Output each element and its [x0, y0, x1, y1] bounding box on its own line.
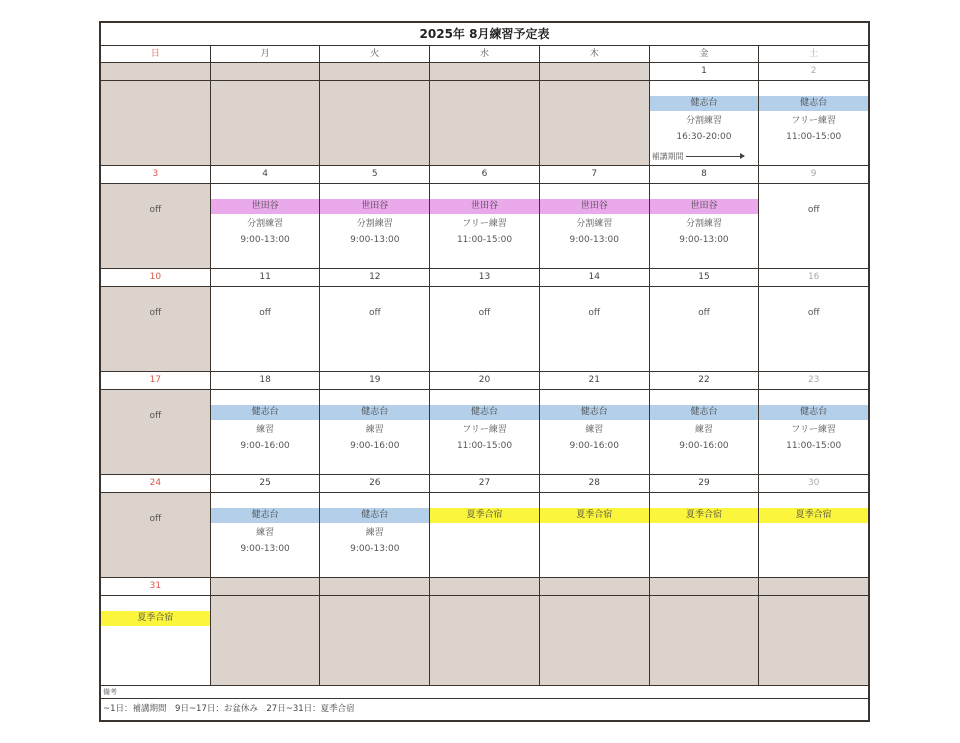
practice-time: 11:00-15:00	[456, 441, 513, 451]
date-number: 21	[539, 372, 649, 389]
off-label: off	[807, 205, 820, 215]
weekday-label: 木	[539, 46, 649, 62]
venue-bar: 夏季合宿	[540, 508, 649, 523]
date-number	[758, 578, 868, 595]
weekday-label: 日	[150, 49, 160, 59]
practice-time: 9:00-16:00	[679, 441, 729, 451]
day-cells-row	[101, 287, 868, 371]
practice-type: 練習	[256, 528, 275, 538]
practice-type: 練習	[365, 528, 384, 538]
venue-bar: 健志台	[650, 96, 759, 111]
weekday-header	[101, 46, 868, 63]
day-cell	[649, 596, 759, 685]
schedule-sheet	[99, 21, 870, 722]
venue-bar: 健志台	[759, 405, 868, 420]
practice-type: 練習	[256, 425, 275, 435]
day-cell	[649, 81, 759, 165]
week-row	[101, 372, 868, 475]
calendar-grid	[101, 63, 868, 686]
date-number	[101, 63, 210, 80]
date-number: 24	[149, 478, 162, 488]
venue-bar: 健志台	[211, 405, 320, 420]
day-cell	[649, 287, 759, 371]
venue-bar: 健志台	[540, 405, 649, 420]
date-number	[319, 578, 429, 595]
date-row	[101, 63, 868, 81]
date-number: 25	[210, 475, 320, 492]
practice-time: 9:00-13:00	[350, 544, 400, 554]
practice-time: 9:00-13:00	[350, 235, 400, 245]
off-label: off	[588, 308, 601, 318]
practice-time: 9:00-13:00	[679, 235, 729, 245]
day-cell	[539, 390, 649, 474]
day-cells-row	[101, 184, 868, 268]
practice-type: 分割練習	[685, 116, 722, 126]
date-number	[319, 63, 429, 80]
practice-type: 分割練習	[247, 219, 284, 229]
date-number: 15	[649, 269, 759, 286]
date-number: 9	[758, 166, 868, 183]
day-cell	[210, 493, 320, 577]
date-number: 4	[210, 166, 320, 183]
off-label: off	[149, 411, 162, 421]
date-row	[101, 269, 868, 287]
weekday-label: 火	[319, 46, 429, 62]
week-row	[101, 475, 868, 578]
date-number: 30	[758, 475, 868, 492]
day-cell	[319, 596, 429, 685]
date-number: 14	[539, 269, 649, 286]
practice-time: 16:30-20:00	[676, 132, 732, 142]
period-note-text: 補講期間	[651, 152, 684, 161]
remarks-text: ~1日：補講期間 9日~17日：お盆休み 27日~31日：夏季合宿	[103, 704, 355, 714]
day-cell	[429, 81, 539, 165]
venue-bar: 夏季合宿	[430, 508, 539, 523]
practice-time: 9:00-13:00	[569, 235, 619, 245]
day-cell	[319, 493, 429, 577]
off-label: off	[149, 308, 162, 318]
date-number	[429, 63, 539, 80]
day-cell	[101, 390, 210, 474]
practice-time: 9:00-13:00	[240, 235, 290, 245]
practice-type: 練習	[585, 425, 604, 435]
date-number: 31	[149, 581, 162, 591]
week-row	[101, 63, 868, 166]
day-cell	[429, 390, 539, 474]
venue-bar: 健志台	[211, 508, 320, 523]
day-cell	[101, 81, 210, 165]
venue-bar: 世田谷	[650, 199, 759, 214]
date-row	[101, 166, 868, 184]
practice-type: 練習	[365, 425, 384, 435]
date-number	[210, 63, 320, 80]
day-cell	[210, 596, 320, 685]
venue-bar: 健志台	[430, 405, 539, 420]
day-cells-row	[101, 81, 868, 165]
venue-bar: 世田谷	[540, 199, 649, 214]
day-cell	[429, 287, 539, 371]
practice-time: 9:00-16:00	[240, 441, 290, 451]
off-label: off	[478, 308, 491, 318]
day-cell	[429, 493, 539, 577]
date-number: 18	[210, 372, 320, 389]
date-number: 8	[649, 166, 759, 183]
practice-type: フリー練習	[462, 425, 507, 435]
off-label: off	[698, 308, 710, 318]
day-cell	[539, 287, 649, 371]
off-label: off	[807, 308, 820, 318]
day-cell	[758, 596, 868, 685]
date-number: 5	[319, 166, 429, 183]
day-cell	[758, 81, 868, 165]
date-number: 3	[152, 169, 159, 179]
off-label: off	[368, 308, 381, 318]
day-cell	[539, 596, 649, 685]
day-cell	[539, 81, 649, 165]
remarks-label: 備考	[101, 686, 868, 699]
practice-time: 11:00-15:00	[786, 132, 842, 142]
date-number: 6	[429, 166, 539, 183]
week-row	[101, 269, 868, 372]
practice-type: フリー練習	[791, 425, 836, 435]
day-cell	[758, 493, 868, 577]
date-row	[101, 372, 868, 390]
day-cell	[649, 184, 759, 268]
date-number: 28	[539, 475, 649, 492]
practice-type: 分割練習	[685, 219, 722, 229]
day-cell	[539, 184, 649, 268]
day-cell	[210, 287, 320, 371]
day-cells-row	[101, 390, 868, 474]
day-cell	[210, 81, 320, 165]
day-cell	[210, 390, 320, 474]
date-number	[210, 578, 320, 595]
day-cell	[101, 596, 210, 685]
weekday-label: 月	[210, 46, 320, 62]
venue-bar: 世田谷	[320, 199, 429, 214]
day-cell	[539, 493, 649, 577]
date-number: 27	[429, 475, 539, 492]
date-number: 19	[319, 372, 429, 389]
venue-bar: 健志台	[650, 405, 759, 420]
date-number: 20	[429, 372, 539, 389]
date-number: 29	[649, 475, 759, 492]
date-number: 12	[319, 269, 429, 286]
off-label: off	[149, 514, 162, 524]
date-number: 10	[149, 272, 162, 282]
weekday-label: 水	[429, 46, 539, 62]
date-number: 22	[649, 372, 759, 389]
venue-bar: 夏季合宿	[759, 508, 868, 523]
practice-time: 9:00-13:00	[240, 544, 290, 554]
date-number	[539, 63, 649, 80]
practice-time: 11:00-15:00	[456, 235, 513, 245]
practice-time: 11:00-15:00	[786, 441, 842, 451]
date-row	[101, 578, 868, 596]
day-cell	[649, 493, 759, 577]
weekday-label: 金	[649, 46, 759, 62]
off-label: off	[259, 308, 271, 318]
venue-bar: 夏季合宿	[101, 611, 210, 626]
weekday-label: 土	[758, 46, 868, 62]
date-number	[649, 578, 759, 595]
venue-bar: 世田谷	[430, 199, 539, 214]
practice-time: 9:00-16:00	[350, 441, 400, 451]
date-number: 1	[649, 63, 759, 80]
day-cells-row	[101, 596, 868, 685]
week-row	[101, 578, 868, 686]
day-cell	[758, 390, 868, 474]
page-title: 2025年 8月練習予定表	[101, 23, 868, 46]
practice-type: 練習	[694, 425, 713, 435]
date-number: 16	[758, 269, 868, 286]
date-number: 13	[429, 269, 539, 286]
practice-type: フリー練習	[791, 116, 836, 126]
day-cells-row	[101, 493, 868, 577]
period-note	[652, 151, 744, 162]
day-cell	[649, 390, 759, 474]
date-number: 2	[758, 63, 868, 80]
venue-bar: 健志台	[320, 405, 429, 420]
practice-time: 9:00-16:00	[569, 441, 619, 451]
date-number	[539, 578, 649, 595]
practice-type: 分割練習	[576, 219, 613, 229]
day-cell	[319, 81, 429, 165]
day-cell	[319, 287, 429, 371]
venue-bar: 夏季合宿	[650, 508, 759, 523]
day-cell	[101, 287, 210, 371]
date-number: 26	[319, 475, 429, 492]
day-cell	[101, 493, 210, 577]
off-label: off	[149, 205, 162, 215]
week-row	[101, 166, 868, 269]
date-row	[101, 475, 868, 493]
date-number: 17	[149, 375, 162, 385]
date-number: 7	[539, 166, 649, 183]
day-cell	[101, 184, 210, 268]
venue-bar: 世田谷	[211, 199, 320, 214]
day-cell	[429, 596, 539, 685]
venue-bar: 健志台	[759, 96, 868, 111]
arrow-right-icon	[686, 156, 744, 157]
day-cell	[758, 287, 868, 371]
practice-type: 分割練習	[356, 219, 393, 229]
date-number: 23	[758, 372, 868, 389]
day-cell	[758, 184, 868, 268]
date-number: 11	[210, 269, 320, 286]
day-cell	[210, 184, 320, 268]
day-cell	[429, 184, 539, 268]
venue-bar: 健志台	[320, 508, 429, 523]
day-cell	[319, 184, 429, 268]
date-number	[429, 578, 539, 595]
practice-type: フリー練習	[462, 219, 507, 229]
day-cell	[319, 390, 429, 474]
